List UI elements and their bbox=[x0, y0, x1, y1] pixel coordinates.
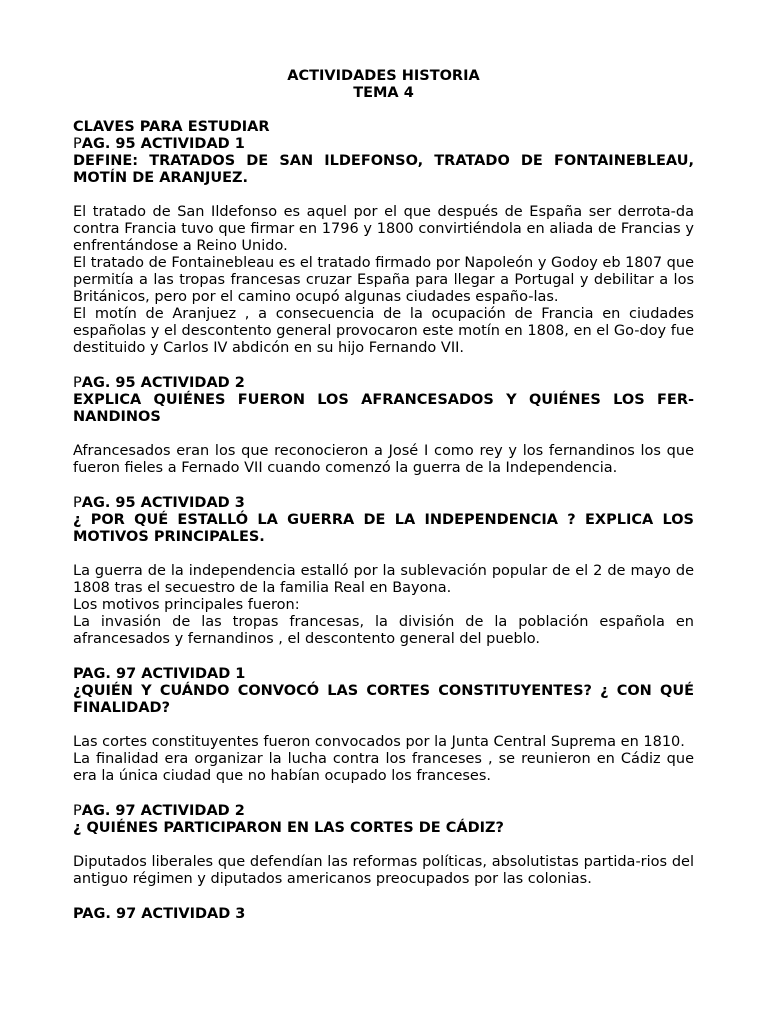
question-text: EXPLICA QUIÉNES FUERON LOS AFRANCESADOS Y QUIÉNES LOS FER-NANDINOS bbox=[73, 392, 694, 425]
section-heading bbox=[73, 495, 694, 546]
section-heading bbox=[73, 666, 694, 717]
activity-label: PAG. 97 ACTIVIDAD 2 bbox=[73, 803, 245, 819]
section-pag95-act1 bbox=[73, 119, 694, 357]
section-pag95-act3 bbox=[73, 495, 694, 648]
section-heading bbox=[73, 119, 694, 187]
section-heading bbox=[73, 803, 694, 837]
section-heading bbox=[73, 375, 694, 426]
answer-paragraph: La guerra de la independencia estalló por la sublevación popular de el 2 de mayo de 1808 tras el secuestro de la familia Real en Bayona. bbox=[73, 563, 694, 596]
answer-paragraph: Los motivos principales fueron: bbox=[73, 597, 300, 613]
question-text: ¿QUIÉN Y CUÁNDO CONVOCÓ LAS CORTES CONSTITUYENTES? ¿ CON QUÉ FINALIDAD? bbox=[73, 683, 694, 716]
answer-text bbox=[73, 563, 694, 648]
answer-paragraph: Diputados liberales que defendían las reformas políticas, absolutistas partida-rios del antiguo régimen y diputados americanos preocupados por las colonias. bbox=[73, 854, 694, 887]
answer-paragraph: El tratado de Fontainebleau es el tratado firmado por Napoleón y Godoy eb 1807 que permitía a las tropas francesas cruzar España para llegar a Portugal y debilitar a los Británicos, pero por el camino ocupó algunas ciudades españo-las. bbox=[73, 255, 694, 305]
answer-text bbox=[73, 734, 694, 785]
answer-text bbox=[73, 443, 694, 477]
answer-paragraph: La finalidad era organizar la lucha contra los franceses , se reunieron en Cádiz que era la única ciudad que no habían ocupado los franceses. bbox=[73, 751, 694, 784]
answer-paragraph: Afrancesados eran los que reconocieron a José I como rey y los fernandinos los que fueron fieles a Fernado VII cuando comenzó la guerra de la Independencia. bbox=[73, 443, 694, 476]
section-pag97-act1 bbox=[73, 666, 694, 785]
document-page bbox=[73, 68, 694, 923]
question-text: ¿ QUIÉNES PARTICIPARON EN LAS CORTES DE CÁDIZ? bbox=[73, 820, 504, 836]
section-pag97-act3 bbox=[73, 906, 694, 923]
title-line-2: TEMA 4 bbox=[353, 85, 414, 101]
section-pag95-act2 bbox=[73, 375, 694, 477]
answer-paragraph: El motín de Aranjuez , a consecuencia de la ocupación de Francia en ciudades españolas y el descontento general provocaron este motín en 1808, en el Go-doy fue destituido y Carlos IV abdicón en su hijo Fernando VII. bbox=[73, 306, 694, 356]
question-text: ¿ POR QUÉ ESTALLÓ LA GUERRA DE LA INDEPENDENCIA ? EXPLICA LOS MOTIVOS PRINCIPALES. bbox=[73, 512, 694, 545]
activity-label: PAG. 97 ACTIVIDAD 1 bbox=[73, 666, 246, 682]
activity-label: PAG. 95 ACTIVIDAD 1 bbox=[73, 136, 245, 152]
answer-text bbox=[73, 854, 694, 888]
document-title bbox=[73, 68, 694, 102]
answer-paragraph: El tratado de San Ildefonso es aquel por el que después de España ser derrota-da contra Francia tuvo que firmar en 1796 y 1800 convirtiéndola en aliada de Francias y enfrentándose a Reino Unido. bbox=[73, 204, 694, 254]
title-line-1: ACTIVIDADES HISTORIA bbox=[287, 68, 480, 84]
section-pag97-act2 bbox=[73, 803, 694, 888]
section-heading bbox=[73, 906, 694, 923]
answer-text bbox=[73, 204, 694, 357]
question-text: DEFINE: TRATADOS DE SAN ILDEFONSO, TRATADO DE FONTAINEBLEAU, MOTÍN DE ARANJUEZ. bbox=[73, 153, 694, 186]
study-keys-heading: CLAVES PARA ESTUDIAR bbox=[73, 119, 270, 135]
activity-label: PAG. 95 ACTIVIDAD 3 bbox=[73, 495, 245, 511]
activity-label: PAG. 95 ACTIVIDAD 2 bbox=[73, 375, 245, 391]
answer-paragraph: La invasión de las tropas francesas, la división de la población española en afrancesados y fernandinos , el descontento general del pueblo. bbox=[73, 614, 694, 647]
answer-paragraph: Las cortes constituyentes fueron convocados por la Junta Central Suprema en 1810. bbox=[73, 734, 685, 750]
activity-label: PAG. 97 ACTIVIDAD 3 bbox=[73, 906, 246, 922]
